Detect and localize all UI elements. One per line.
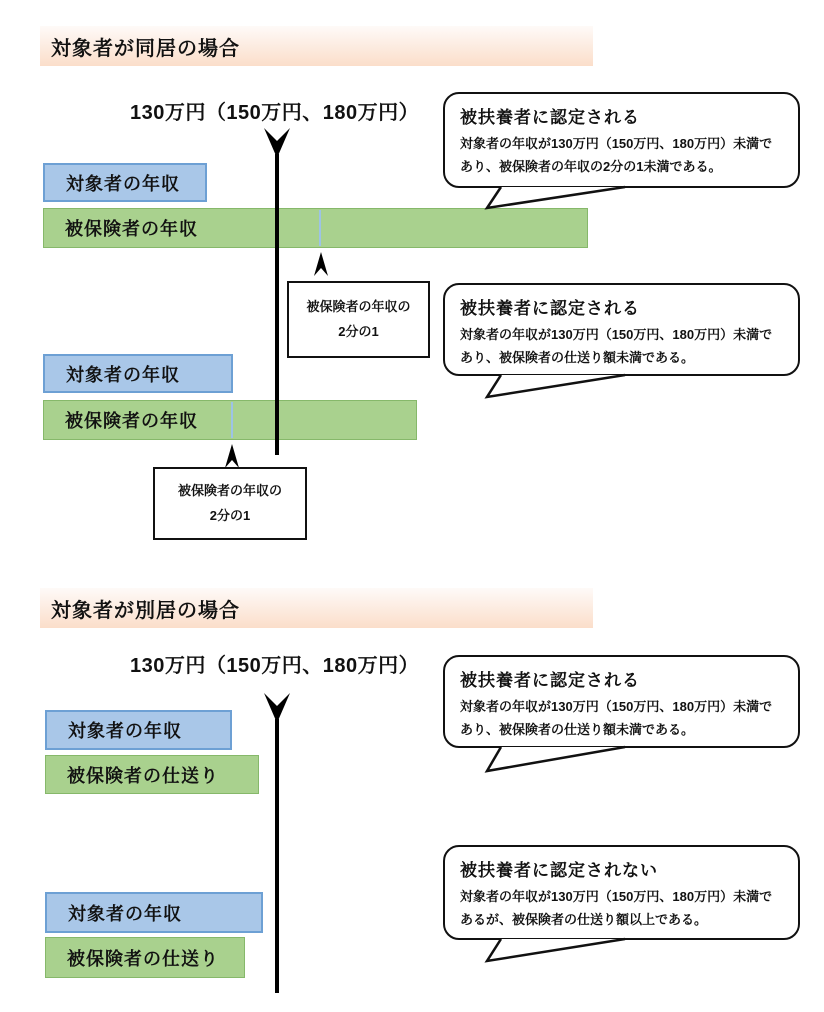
threshold-label-2: 130万円（150万円、180万円） — [130, 655, 420, 677]
callout-tail — [485, 187, 631, 213]
callout-tail — [485, 375, 631, 401]
bar-label: 対象者の年収 — [68, 721, 182, 741]
callout-certified-2 — [443, 283, 800, 376]
bar-label: 対象者の年収 — [66, 173, 180, 194]
bar-label: 被保険者の仕送り — [67, 948, 219, 969]
callout-title: 被扶養者に認定されない — [460, 861, 658, 880]
half-box-line2: 2分の1 — [209, 507, 251, 523]
section-title: 対象者が同居の場合 — [51, 37, 240, 60]
half-caret-icon-2 — [225, 444, 239, 468]
callout-body: 対象者の年収が130万円（150万円、180万円）未満であり、被保険者の仕送り額未満である。 — [460, 699, 773, 737]
half-caret-icon-1 — [314, 252, 328, 276]
bar-label: 被保険者の仕送り — [67, 765, 219, 786]
bar-remittance-2 — [45, 937, 245, 978]
callout-certified-1 — [443, 92, 800, 188]
threshold-label-1: 130万円（150万円、180万円） — [130, 102, 420, 124]
callout-certified-3 — [443, 655, 800, 748]
bar-target-income-4 — [45, 892, 263, 933]
callout-body: 対象者の年収が130万円（150万円、180万円）未満であるが、被保険者の仕送り額以上である。 — [460, 889, 773, 927]
bar-target-income-2 — [43, 354, 233, 393]
bar-target-income-3 — [45, 710, 232, 750]
half-income-box-2 — [153, 467, 307, 540]
callout-body: 対象者の年収が130万円（150万円、180万円）未満であり、被保険者の年収の2分の1未満である。 — [460, 136, 773, 174]
callout-title: 被扶養者に認定される — [460, 671, 640, 690]
bar-target-income-1 — [43, 163, 207, 202]
bar-insured-income-2 — [43, 400, 417, 440]
section-header-living-apart — [40, 588, 593, 628]
bar-insured-income-1 — [43, 208, 588, 248]
half-box-line2: 2分の1 — [338, 323, 379, 339]
bar-label: 対象者の年収 — [66, 364, 180, 385]
callout-title: 被扶養者に認定される — [460, 108, 640, 127]
callout-title: 被扶養者に認定される — [460, 299, 640, 318]
threshold-arrowhead-1 — [264, 128, 290, 158]
callout-body: 対象者の年収が130万円（150万円、180万円）未満であり、被保険者の仕送り額未満である。 — [460, 327, 773, 365]
section-header-living-together — [40, 26, 593, 66]
callout-tail — [485, 939, 631, 965]
half-box-line1: 被保険者の年収の — [306, 298, 411, 314]
bar-remittance-1 — [45, 755, 259, 794]
bar-label: 対象者の年収 — [68, 903, 182, 924]
section-title: 対象者が別居の場合 — [51, 599, 240, 622]
bar-label: 被保険者の年収 — [65, 219, 198, 239]
threshold-arrowhead-2 — [264, 693, 290, 723]
half-income-box-1 — [287, 281, 430, 358]
bar-label: 被保険者の年収 — [65, 411, 198, 431]
callout-tail — [485, 747, 631, 773]
callout-not-certified — [443, 845, 800, 940]
half-box-line1: 被保険者の年収の — [177, 482, 282, 498]
